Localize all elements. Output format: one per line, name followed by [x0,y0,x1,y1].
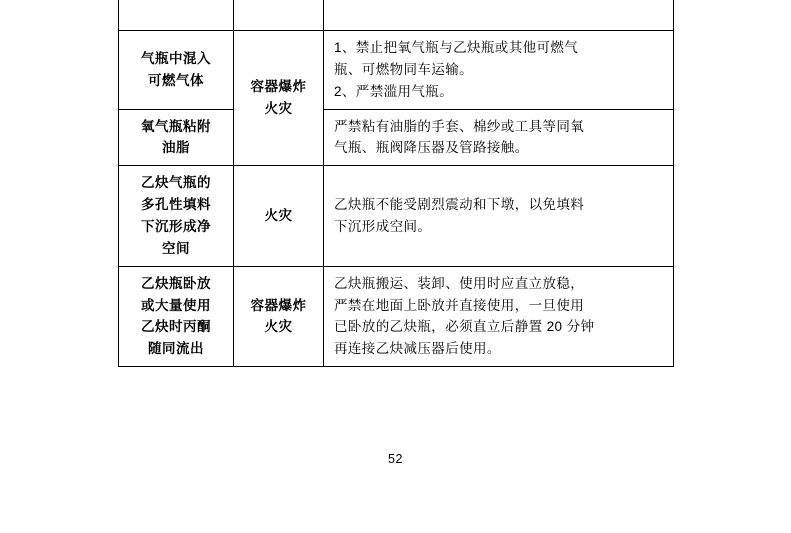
hazard-cell [119,0,234,31]
table-row [119,166,674,266]
measure-line: 已卧放的乙炔瓶，必须直立后静置 20 分钟 [334,319,595,335]
measure-cell [324,109,674,166]
consequence-cell [234,0,324,31]
measure-line: 1、禁止把氧气瓶与乙炔瓶或其他可燃气 [334,40,579,55]
hazard-line: 多孔性填料 [141,197,211,213]
measure-cell [324,31,674,110]
hazard-cell [119,166,234,266]
hazard-line: 气瓶中混入 [141,50,211,66]
table-row [119,266,674,366]
measure-line: 严禁粘有油脂的手套、棉纱或工具等同氧 [334,118,585,134]
measure-line: 2、严禁滥用气瓶。 [334,83,454,99]
table-row [119,31,674,110]
consequence-line: 火灾 [264,101,293,117]
hazard-cell [119,109,234,166]
measure-line: 再连接乙炔减压器后使用。 [334,341,501,357]
measure-cell [324,166,674,266]
hazard-cell [119,31,234,110]
hazard-line: 空间 [162,240,190,256]
measure-line: 严禁在地面上卧放并直接使用，一旦使用 [334,297,585,313]
hazard-line: 可燃气体 [148,72,204,88]
page-number: 52 [388,452,403,466]
consequence-cell [234,31,324,166]
consequence-cell [234,166,324,266]
measure-cell [324,0,674,31]
consequence-line: 火灾 [264,319,293,335]
measure-cell [324,266,674,366]
consequence-cell [234,266,324,366]
consequence-line: 火灾 [264,208,293,224]
measure-line: 乙炔瓶搬运、装卸、使用时应直立放稳， [334,275,585,291]
measure-line: 瓶、可燃物同车运输。 [334,61,473,77]
hazard-line: 乙炔时丙酮 [141,319,211,335]
hazard-line: 乙炔瓶卧放 [141,275,211,291]
hazard-line: 氧气瓶粘附 [141,118,211,134]
measure-line: 乙炔瓶不能受剧烈震动和下墩，以免填料 [334,197,585,213]
consequence-line: 容器爆炸 [250,79,307,95]
consequence-line: 容器爆炸 [250,297,307,313]
hazard-control-table [118,0,674,367]
hazard-cell [119,266,234,366]
table-row [119,109,674,166]
hazard-line: 下沉形成净 [141,219,211,235]
hazard-line: 油脂 [162,140,190,156]
hazard-line: 乙炔气瓶的 [141,175,211,191]
hazard-line: 或大量使用 [141,297,211,313]
measure-line: 气瓶、瓶阀降压器及管路接触。 [334,140,529,156]
table-row [119,0,674,31]
measure-line: 下沉形成空间。 [334,219,432,235]
hazard-line: 随同流出 [148,341,204,357]
